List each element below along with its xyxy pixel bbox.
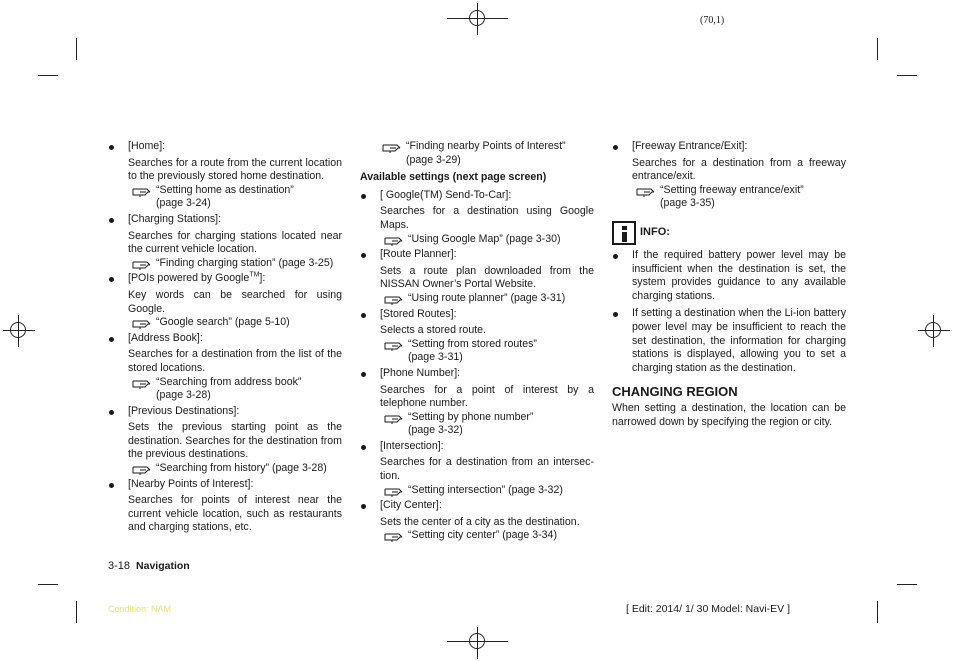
item-label: [Intersection]: <box>380 439 444 452</box>
bullet <box>109 483 114 488</box>
info-text: If the required battery power level may be insufficient when the destination is set, the system provides guidance to any available charging stations. <box>632 248 846 302</box>
reference-text: “Setting intersection” (page 3-32) <box>408 483 563 496</box>
item-description: Searches for a route from the current location to the previously stored home destination. <box>128 156 342 183</box>
item-label: [Home]: <box>128 140 166 152</box>
list-item-stored-routes <box>360 308 594 365</box>
hand-pointer-icon <box>132 377 152 389</box>
list-item-pois-google <box>108 272 342 329</box>
item-description: Searches for a destination using Google Maps. <box>380 205 594 231</box>
item-description: Searches for a destination from a freeway entrance/exit. <box>632 156 846 183</box>
reference-text: “Setting by phone number” <box>408 410 534 423</box>
item-label: [Freeway Entrance/Exit]: <box>632 140 748 152</box>
cross-reference[interactable] <box>380 484 594 498</box>
bullet <box>613 254 618 259</box>
hand-pointer-icon <box>384 293 404 305</box>
list-item-home <box>108 140 342 211</box>
reference-text: “Searching from history” (page 3-28) <box>156 462 327 475</box>
item-label: [Stored Routes]: <box>380 307 457 320</box>
bullet <box>109 218 114 223</box>
subheading: Available settings (next page screen) <box>360 171 547 184</box>
reference-text: “Using Google Map” (page 3-30) <box>408 232 561 245</box>
bullet <box>361 194 366 199</box>
hand-pointer-icon <box>384 234 404 246</box>
cross-reference[interactable] <box>632 184 846 211</box>
item-description: Searches for a destination from an intersec-tion. <box>380 456 594 483</box>
list-item-address-book <box>108 332 342 403</box>
info-item <box>612 307 846 375</box>
cross-reference[interactable] <box>128 257 342 271</box>
label-text: [POIs powered by Google <box>128 272 250 285</box>
page-footer <box>108 560 190 574</box>
item-label: [Nearby Points of Interest]: <box>128 477 254 490</box>
cross-reference[interactable] <box>128 184 342 211</box>
bullet <box>613 145 618 150</box>
reference-page: (page 3-29) <box>406 153 461 166</box>
list-item-intersection <box>360 440 594 497</box>
hand-pointer-icon <box>636 185 656 197</box>
hand-pointer-icon <box>132 258 152 270</box>
item-description: Sets a route plan downloaded from the NISSAN Owner’s Portal Website. <box>380 264 594 291</box>
hand-pointer-icon <box>132 185 152 197</box>
cross-reference[interactable] <box>128 316 342 330</box>
hand-pointer-icon <box>132 317 152 329</box>
cross-reference[interactable] <box>380 292 594 306</box>
reference-page: (page 3-31) <box>408 351 463 364</box>
hand-pointer-icon <box>384 412 404 424</box>
hand-pointer-icon <box>384 485 404 497</box>
bullet <box>109 145 114 150</box>
item-label: [Address Book]: <box>128 331 203 344</box>
cross-reference[interactable] <box>380 411 594 438</box>
item-label: [Previous Destinations]: <box>128 404 240 417</box>
cross-reference[interactable] <box>128 376 342 403</box>
item-description: Sets the center of a city as the destination. <box>380 515 580 528</box>
cross-reference[interactable] <box>380 338 594 365</box>
info-text: If setting a destination when the Li-ion battery power level may be insufficient to reach the set destination, the information for charging stations is displayed, allowing you to set a charging station as the destination. <box>632 307 846 374</box>
item-description: Searches for a point of interest by a telephone number. <box>380 383 594 410</box>
hand-pointer-icon <box>384 339 404 351</box>
bullet <box>361 372 366 377</box>
column-1 <box>108 140 342 537</box>
bullet <box>613 312 618 317</box>
reference-page: (page 3-28) <box>156 389 211 402</box>
condition-label: Condition: NAM <box>108 604 172 614</box>
item-description: Searches for charging stations located near the current vehicle location. <box>128 229 342 256</box>
page-code: (70,1) <box>700 15 725 26</box>
cross-reference[interactable] <box>380 233 594 247</box>
item-description: Key words can be searched for using Google. <box>128 288 342 315</box>
info-header <box>612 221 846 245</box>
bullet <box>361 313 366 318</box>
reference-text: “Using route planner” (page 3-31) <box>408 291 566 304</box>
section-text: When setting a destination, the location can be narrowed down by specifying the region or city. <box>612 401 846 428</box>
reference-text: “Setting city center” (page 3-34) <box>408 529 557 542</box>
label-end: ]: <box>259 272 266 285</box>
hand-pointer-icon <box>384 530 404 542</box>
item-label: [Route Planner]: <box>380 248 457 261</box>
reference-page: (page 3-32) <box>408 424 463 437</box>
hand-pointer-icon <box>382 141 402 153</box>
bullet <box>361 504 366 509</box>
reference-text: “Searching from address book” <box>156 375 302 388</box>
bullet <box>109 337 114 342</box>
list-item-nearby-poi <box>108 478 342 535</box>
item-label: [Phone Number]: <box>380 366 461 379</box>
section-name: Navigation <box>136 560 190 572</box>
bullet <box>361 445 366 450</box>
cross-reference[interactable] <box>380 529 594 543</box>
column-3 <box>612 140 846 429</box>
hand-pointer-icon <box>132 463 152 475</box>
item-label: [City Center]: <box>380 499 442 512</box>
list-item-previous-destinations <box>108 405 342 476</box>
list-item-google-send-to-car <box>360 189 594 246</box>
item-description: Selects a stored route. <box>380 324 486 337</box>
reference-text: “Setting from stored routes” <box>408 337 537 350</box>
reference-page: (page 3-24) <box>156 197 211 210</box>
item-description: Sets the previous starting point as the destination. Searches for the destination from the previous destinations. <box>128 421 342 461</box>
info-item <box>612 249 846 303</box>
list-item-freeway <box>612 140 846 211</box>
info-label: INFO: <box>640 226 670 239</box>
item-label: [Charging Stations]: <box>128 212 222 225</box>
cross-reference[interactable] <box>378 140 594 167</box>
edit-info: [ Edit: 2014/ 1/ 30 Model: Navi-EV ] <box>626 603 791 615</box>
reference-text: “Finding charging station” (page 3-25) <box>156 256 334 269</box>
section-title: CHANGING REGION <box>612 384 738 400</box>
list-item-city-center <box>360 499 594 543</box>
reference-page: (page 3-35) <box>660 197 715 210</box>
list-item-charging-stations <box>108 213 342 270</box>
item-label: [ Google(TM) Send-To-Car]: <box>380 188 512 201</box>
trademark: TM <box>249 271 260 279</box>
reference-text: “Google search” (page 5-10) <box>156 316 290 329</box>
page-number: 3-18 <box>108 560 131 572</box>
item-description: Searches for points of interest near the current vehicle location, such as restaurants and charging stations, etc. <box>128 494 342 534</box>
reference-text: “Finding nearby Points of Interest” <box>406 140 566 152</box>
list-item-phone-number <box>360 367 594 438</box>
reference-text: “Setting freeway entrance/exit” <box>660 183 804 196</box>
bullet <box>109 277 114 282</box>
info-icon <box>612 221 636 245</box>
column-2 <box>360 140 594 545</box>
cross-reference[interactable] <box>128 462 342 476</box>
item-label <box>128 272 342 286</box>
list-item-route-planner <box>360 248 594 305</box>
item-description: Searches for a destination from the list of the stored locations. <box>128 348 342 374</box>
bullet <box>109 410 114 415</box>
reference-text: “Setting home as destination” <box>156 183 294 196</box>
bullet <box>361 253 366 258</box>
